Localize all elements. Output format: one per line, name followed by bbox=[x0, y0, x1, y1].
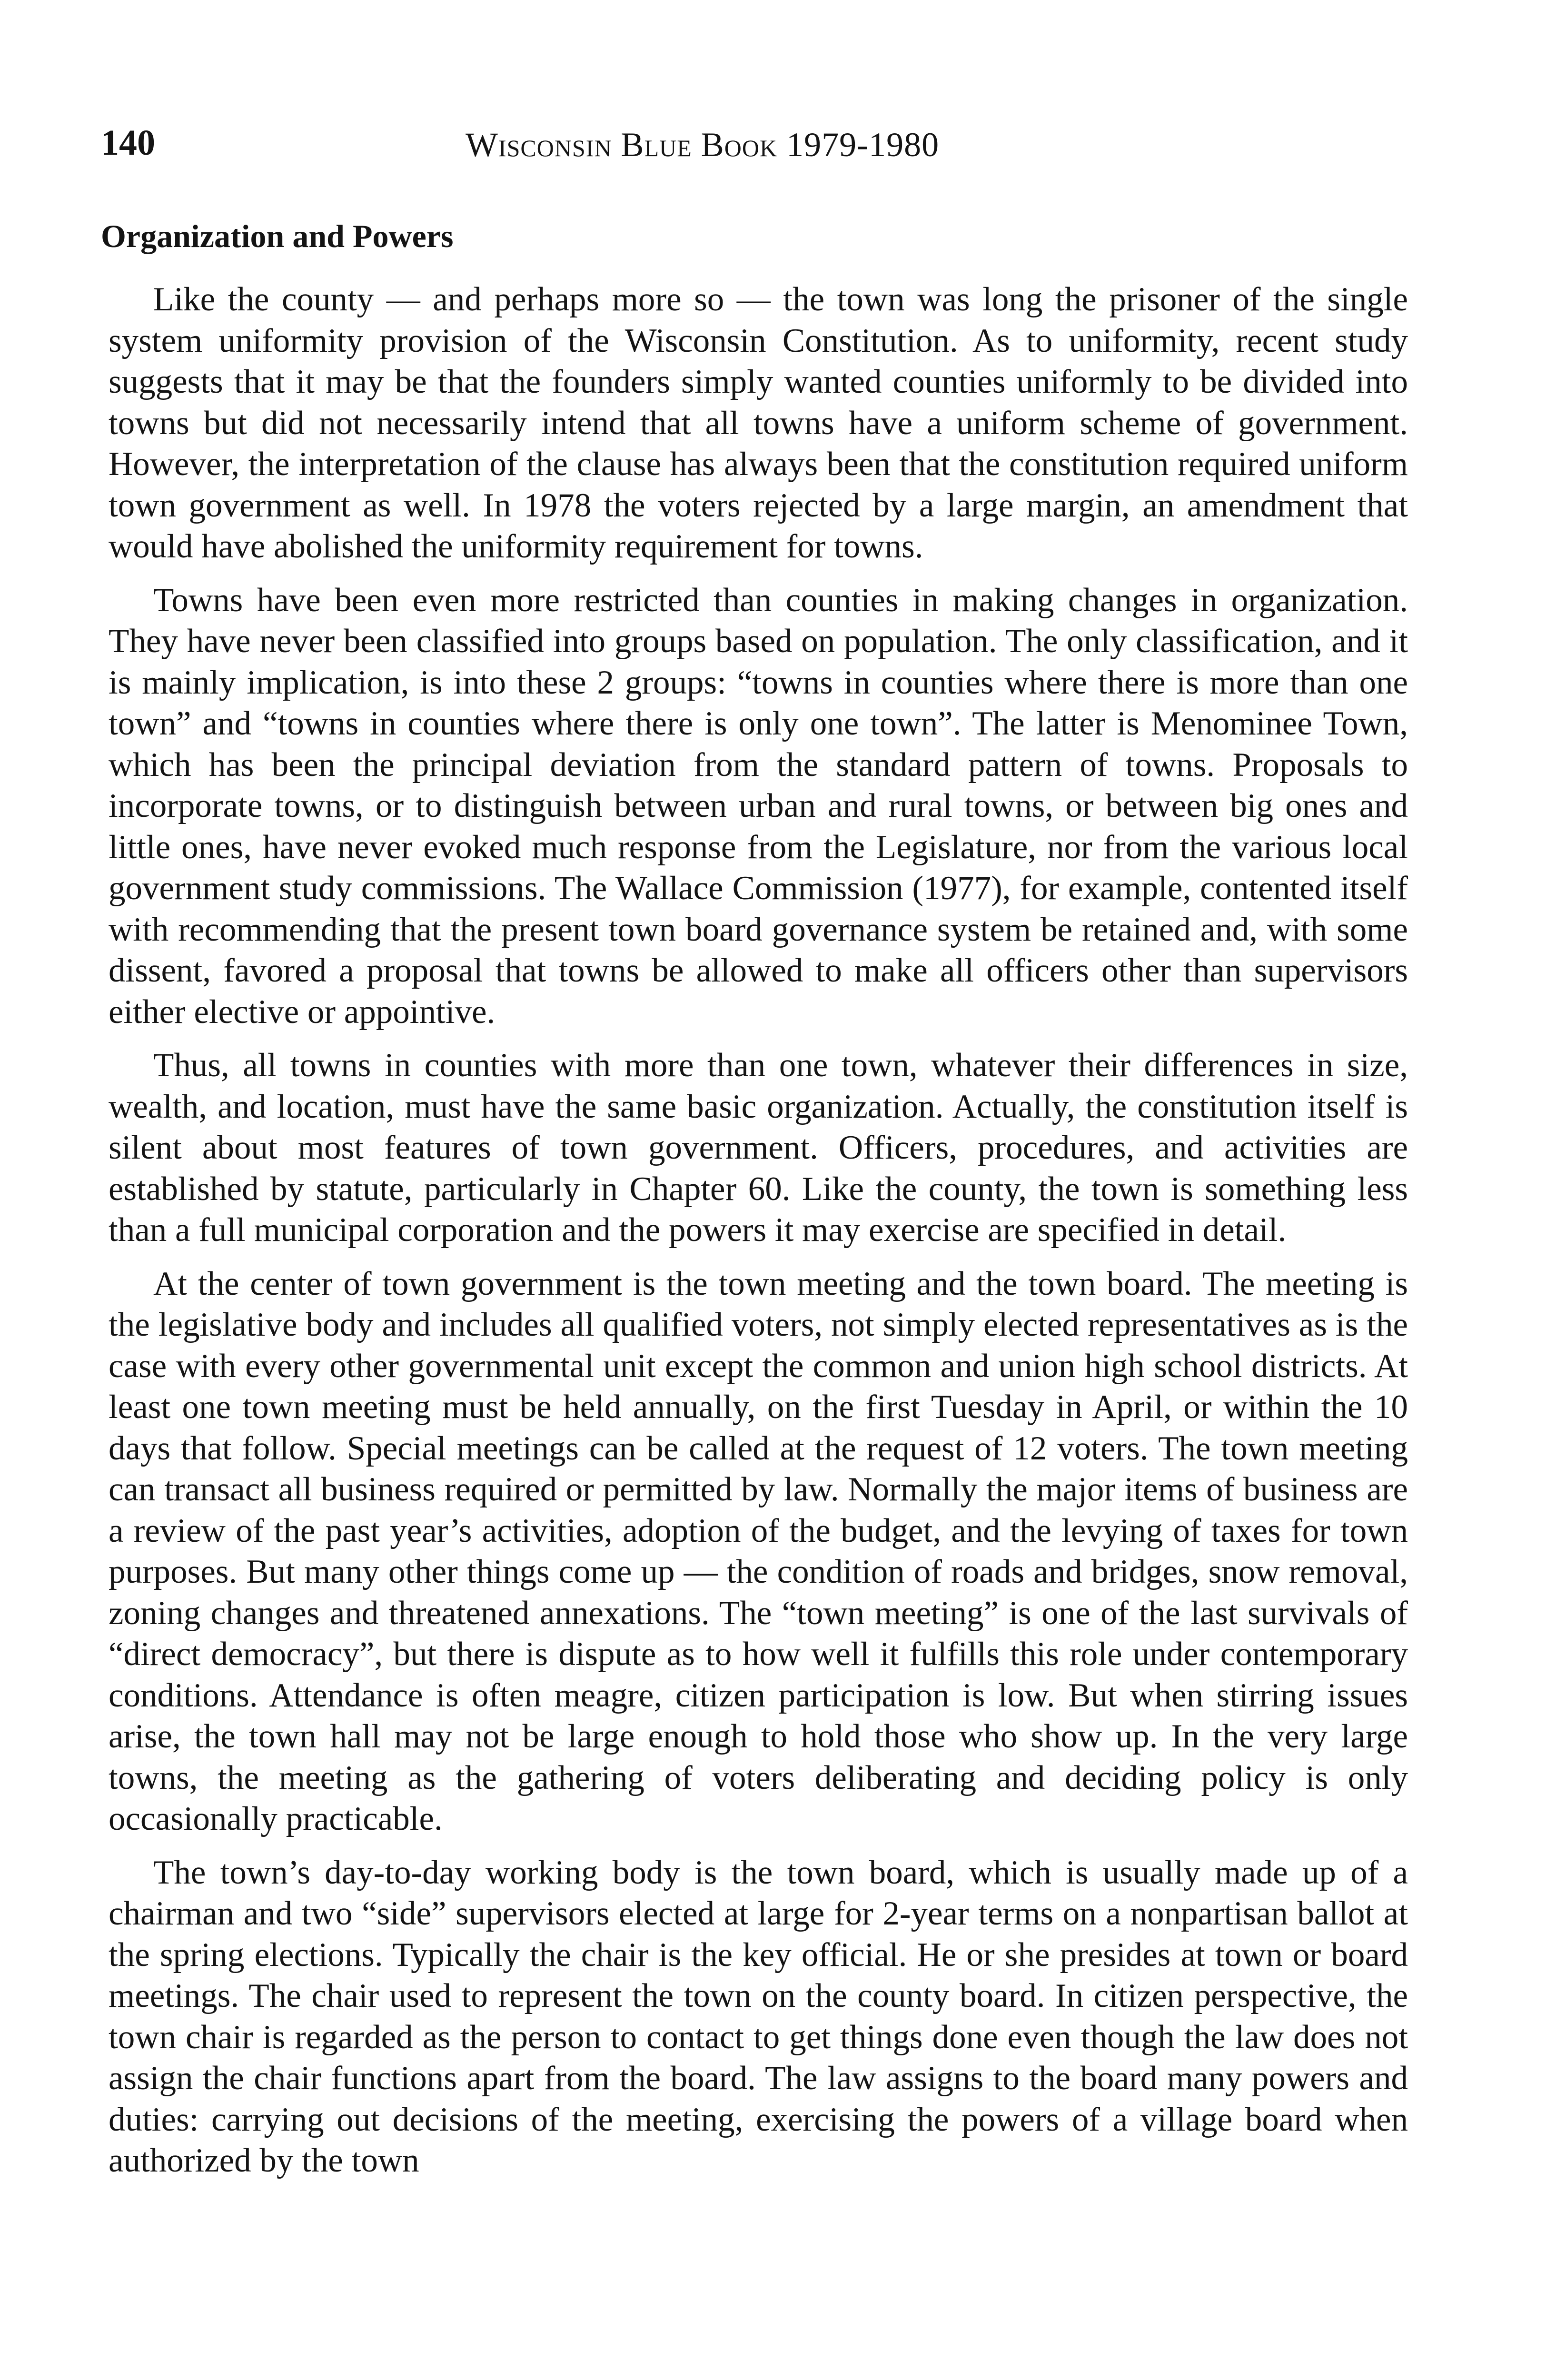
paragraph-basic-organization: Thus, all towns in counties with more than one town, whatever their differences in size, wealth, and location, must have the same basic organization. Actually, the constitution itself is silent about most features of town government. Officers, procedures, and activities are established by statute, particularly in Chapter 60. Like the county, the town is something less than a full municipal corporation and the powers it may exercise are specified in detail. bbox=[109, 1047, 1408, 1249]
page-number: 140 bbox=[101, 123, 155, 163]
body-text bbox=[109, 279, 1408, 2182]
section-heading: Organization and Powers bbox=[101, 218, 454, 254]
paragraph-town-meeting: At the center of town government is the town meeting and the town board. The meeting is the legislative body and includes all qualified voters, not simply elected representatives as is the case with every other governmental unit except the common and union high school districts. At least one town meeting must be held annually, on the first Tuesday in April, or within the 10 days that follow. Special meetings can be called at the request of 12 voters. The town meeting can transact all business required or permitted by law. Normally the major items of business are a review of the past year’s activities, adoption of the budget, and the levying of taxes for town purposes. But many other things come up — the condition of roads and bridges, snow removal, zoning changes and threatened annexations. The “town meeting” is one of the last survivals of “direct democracy”, but there is dispute as to how well it fulfills this role under contemporary conditions. Attendance is often meagre, citizen participation is low. But when stirring issues arise, the town hall may not be large enough to hold those who show up. In the very large towns, the meeting as the gathering of voters deliberating and deciding policy is only occasionally practicable. bbox=[109, 1265, 1408, 1837]
paragraph-uniformity: Like the county — and perhaps more so — the town was long the prisoner of the single system uniformity provision of the Wisconsin Constitution. As to uniformity, recent study suggests that it may be that the founders simply wanted counties uniformly to be divided into towns but did not necessarily intend that all towns have a uniform scheme of government. However, the interpretation of the clause has always been that the constitution required uniform town government as well. In 1978 the voters rejected by a large margin, an amendment that would have abolished the uniformity requirement for towns. bbox=[109, 281, 1408, 565]
paragraph-town-board: The town’s day-to-day working body is the town board, which is usually made up of a chairman and two “side” supervisors elected at large for 2-year terms on a nonpartisan ballot at the spring elections. Typically the chair is the key official. He or she presides at town or board meetings. The chair used to represent the town on the county board. In citizen perspective, the town chair is regarded as the person to contact to get things done even though the law does not assign the chair functions apart from the board. The law assigns to the board many powers and duties: carrying out decisions of the meeting, exercising the powers of a village board when authorized by the town bbox=[109, 1854, 1408, 2179]
running-head: Wisconsin Blue Book 1979-1980 bbox=[466, 126, 940, 164]
paragraph-classification: Towns have been even more restricted than counties in making changes in organization. They have never been classified into groups based on population. The only classification, and it is mainly implication, is into these 2 groups: “towns in counties where there is more than one town” and “towns in counties where there is only one town”. The latter is Menominee Town, which has been the principal deviation from the standard pattern of towns. Proposals to incorporate towns, or to distinguish between urban and rural towns, or between big ones and little ones, have never evoked much response from the Legislature, nor from the various local government study commissions. The Wallace Commission (1977), for example, contented itself with recommending that the present town board governance system be retained and, with some dissent, favored a proposal that towns be allowed to make all officers other than supervisors either elective or appointive. bbox=[109, 581, 1408, 1031]
